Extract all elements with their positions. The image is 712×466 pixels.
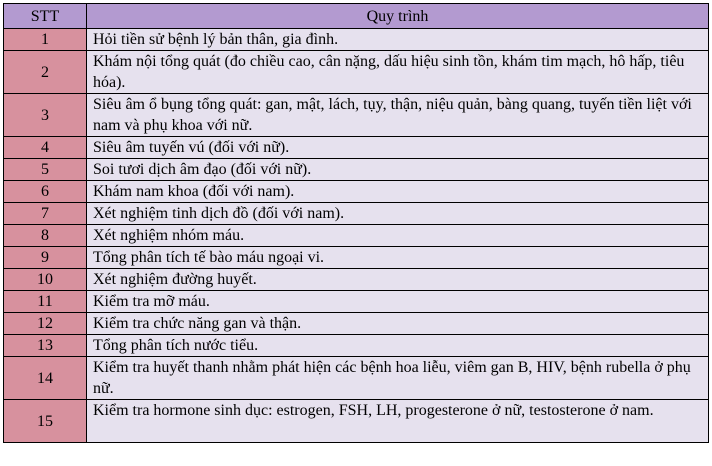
row-procedure: Siêu âm ổ bụng tổng quát: gan, mật, lách, tụy, thận, niệu quản, bàng quang, tuyến tiền liệt với nam và phụ khoa với nữ. <box>87 94 709 137</box>
header-stt: STT <box>4 4 87 29</box>
table-row <box>4 203 709 225</box>
row-procedure: Khám nội tổng quát (đo chiều cao, cân nặng, dấu hiệu sinh tồn, khám tim mạch, hô hấp, tiêu hóa). <box>87 51 709 94</box>
table-row <box>4 357 709 400</box>
row-number: 2 <box>4 51 87 94</box>
table-row <box>4 335 709 357</box>
table-row <box>4 94 709 137</box>
table-row <box>4 159 709 181</box>
row-procedure: Soi tươi dịch âm đạo (đối với nữ). <box>87 159 709 181</box>
row-procedure: Kiểm tra huyết thanh nhằm phát hiện các bệnh hoa liễu, viêm gan B, HIV, bệnh rubella ở phụ nữ. <box>87 357 709 400</box>
row-number: 15 <box>4 400 87 443</box>
row-procedure: Kiểm tra hormone sinh dục: estrogen, FSH, LH, progesterone ở nữ, testosterone ở nam. <box>87 400 709 443</box>
table-row <box>4 400 709 443</box>
row-procedure: Xét nghiệm nhóm máu. <box>87 225 709 247</box>
row-number: 1 <box>4 29 87 51</box>
table-row <box>4 313 709 335</box>
row-procedure: Xét nghiệm đường huyết. <box>87 269 709 291</box>
row-procedure: Hỏi tiền sử bệnh lý bản thân, gia đình. <box>87 29 709 51</box>
table-row <box>4 291 709 313</box>
row-procedure: Siêu âm tuyến vú (đối với nữ). <box>87 137 709 159</box>
table-row <box>4 181 709 203</box>
row-number: 7 <box>4 203 87 225</box>
row-number: 12 <box>4 313 87 335</box>
row-number: 8 <box>4 225 87 247</box>
row-procedure: Kiểm tra mỡ máu. <box>87 291 709 313</box>
header-procedure: Quy trình <box>87 4 709 29</box>
row-number: 5 <box>4 159 87 181</box>
row-procedure: Kiểm tra chức năng gan và thận. <box>87 313 709 335</box>
table-row <box>4 29 709 51</box>
table-row <box>4 137 709 159</box>
table-row <box>4 225 709 247</box>
row-procedure: Xét nghiệm tinh dịch đồ (đối với nam). <box>87 203 709 225</box>
row-number: 10 <box>4 269 87 291</box>
row-number: 4 <box>4 137 87 159</box>
row-procedure: Tổng phân tích nước tiểu. <box>87 335 709 357</box>
row-number: 13 <box>4 335 87 357</box>
procedure-table <box>3 3 709 443</box>
row-number: 14 <box>4 357 87 400</box>
row-procedure: Tổng phân tích tế bào máu ngoại vi. <box>87 247 709 269</box>
table-row <box>4 269 709 291</box>
table-row <box>4 51 709 94</box>
header-row <box>4 4 709 29</box>
row-procedure: Khám nam khoa (đối với nam). <box>87 181 709 203</box>
table-row <box>4 247 709 269</box>
row-number: 9 <box>4 247 87 269</box>
row-number: 3 <box>4 94 87 137</box>
row-number: 11 <box>4 291 87 313</box>
row-number: 6 <box>4 181 87 203</box>
